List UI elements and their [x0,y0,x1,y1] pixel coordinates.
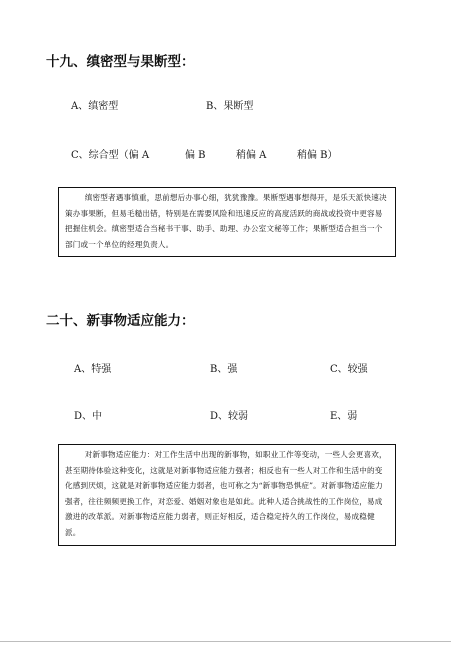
option-20-b: B、强 [210,364,238,375]
option-19-c-slight-b: 稍偏 B） [297,150,338,161]
option-20-c: C、较强 [330,364,368,375]
section-19-note-text: 缜密型者遇事慎重，思前想后办事心细，犹犹豫豫。果断型遇事想得开，是乐天派快速决策办事果断，但易毛糙出错，特别是在需要风险和迅速反应的高度活跃的商战或投资中更容易把握住机会。缜密型适合当秘书干事、助手、助理、办公室文秘等工作；果断型适合担当一个部门或一个单位的经理负责人。 [65,193,387,249]
option-19-c: C、综合型（偏 A [71,150,150,161]
page-bottom-rule [0,641,451,642]
option-20-e: D、较弱 [210,411,249,422]
option-19-b: B、果断型 [206,101,254,112]
section-19-heading: 十九、缜密型与果断型： [46,54,195,70]
option-19-c-b: 偏 B [185,150,206,161]
section-19-note-box [58,187,396,257]
option-20-f: E、弱 [330,411,358,422]
section-20-heading: 二十、新事物适应能力： [46,313,195,329]
option-20-d: D、中 [74,411,103,422]
option-19-c-slight-a: 稍偏 A [236,150,267,161]
section-20-note-text: 对新事物适应能力：对工作生活中出现的新事物，如职业工作等变动，一些人会更喜欢，甚至期待体验这种变化，这就是对新事物适应能力强者；相反也有一些人对工作和生活中的变化感到厌烦，这就是对新事物适应能力弱者，也可称之为“新事物恐惧症”。对新事物适应能力强者，往往频频更换工作，对恋爱、婚姻对象也是如此。此种人适合挑战性的工作岗位，易成激进的改革派。对新事物适应能力弱者，则正好相反，适合稳定持久的工作岗位，易成稳健派。 [65,450,387,537]
option-19-a: A、缜密型 [71,101,119,112]
section-20-note-box [58,444,396,546]
option-20-a: A、特强 [74,364,112,375]
